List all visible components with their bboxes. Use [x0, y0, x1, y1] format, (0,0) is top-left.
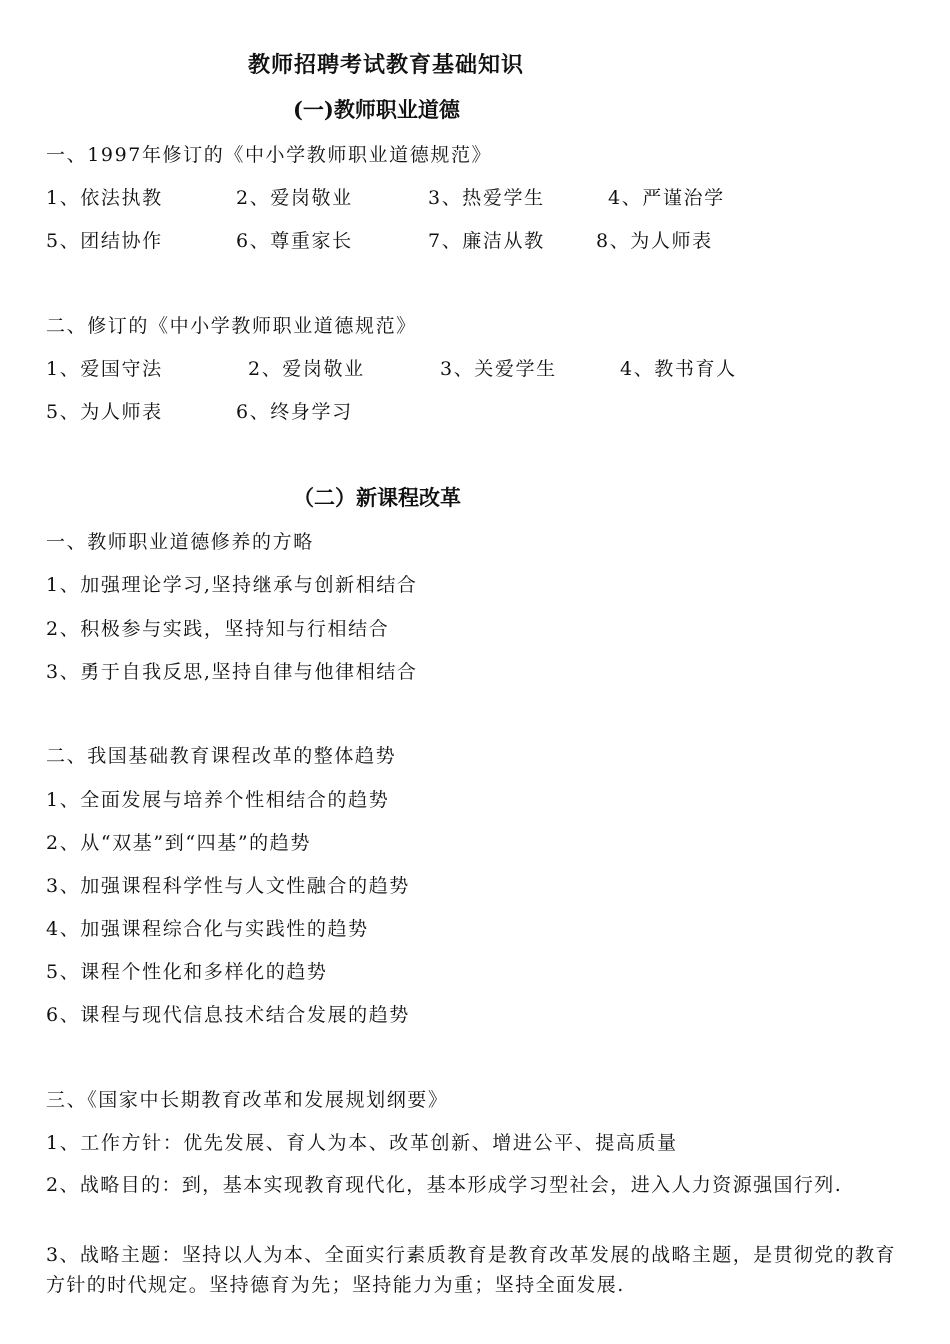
subsection-heading-revised-code: 二、修订的《中小学教师职业道德规范》 — [46, 315, 417, 337]
list-item: 5、为人师表 — [46, 401, 163, 423]
list-item: 4、教书育人 — [620, 358, 737, 380]
list-item: 1、全面发展与培养个性相结合的趋势 — [46, 789, 390, 811]
list-item: 6、终身学习 — [236, 401, 353, 423]
list-item: 5、团结协作 — [46, 230, 163, 252]
list-item: 4、加强课程综合化与实践性的趋势 — [46, 918, 369, 940]
list-item: 6、尊重家长 — [236, 230, 353, 252]
list-item: 3、热爱学生 — [428, 187, 545, 209]
section-heading-curriculum-reform: （二）新课程改革 — [293, 485, 461, 510]
list-item: 1、工作方针：优先发展、育人为本、改革创新、增进公平、提高质量 — [46, 1132, 678, 1154]
list-row — [46, 183, 906, 211]
document-title: 教师招聘考试教育基础知识 — [248, 52, 525, 78]
list-item: 7、廉洁从教 — [428, 230, 545, 252]
list-item: 2、爱岗敬业 — [248, 358, 365, 380]
list-item-paragraph: 2、战略目的：到，基本实现教育现代化，基本形成学习型社会，进入人力资源强国行列. — [46, 1174, 843, 1196]
list-item: 1、依法执教 — [46, 187, 163, 209]
list-item: 3、加强课程科学性与人文性融合的趋势 — [46, 875, 410, 897]
list-item: 3、关爱学生 — [440, 358, 557, 380]
list-item: 6、课程与现代信息技术结合发展的趋势 — [46, 1004, 410, 1026]
list-item: 1、爱国守法 — [46, 358, 163, 380]
list-item: 1、加强理论学习,坚持继承与创新相结合 — [46, 574, 418, 596]
list-row — [46, 354, 906, 382]
subsection-heading-1997-code: 一、1997年修订的《中小学教师职业道德规范》 — [46, 144, 493, 166]
list-row — [46, 397, 906, 425]
subsection-heading-reform-trends: 二、我国基础教育课程改革的整体趋势 — [46, 745, 397, 767]
list-item: 2、爱岗敬业 — [236, 187, 353, 209]
list-item: 4、严谨治学 — [608, 187, 725, 209]
list-item: 2、从“双基”到“四基”的趋势 — [46, 832, 311, 854]
list-item-paragraph: 3、战略主题：坚持以人为本、全面实行素质教育是教育改革发展的战略主题，是贯彻党的教育方针的时代规定。坚持德育为先；坚持能力为重；坚持全面发展. — [46, 1244, 896, 1296]
list-item: 8、为人师表 — [596, 230, 713, 252]
subsection-heading-plan-outline: 三、《国家中长期教育改革和发展规划纲要》 — [46, 1089, 449, 1111]
list-row — [46, 226, 906, 254]
list-item: 5、课程个性化和多样化的趋势 — [46, 961, 328, 983]
section-heading-professional-ethics: (一)教师职业道德 — [293, 97, 460, 122]
subsection-heading-ethics-cultivation: 一、教师职业道德修养的方略 — [46, 531, 314, 553]
list-item: 3、勇于自我反思,坚持自律与他律相结合 — [46, 661, 418, 683]
list-item: 2、积极参与实践，坚持知与行相结合 — [46, 618, 390, 640]
